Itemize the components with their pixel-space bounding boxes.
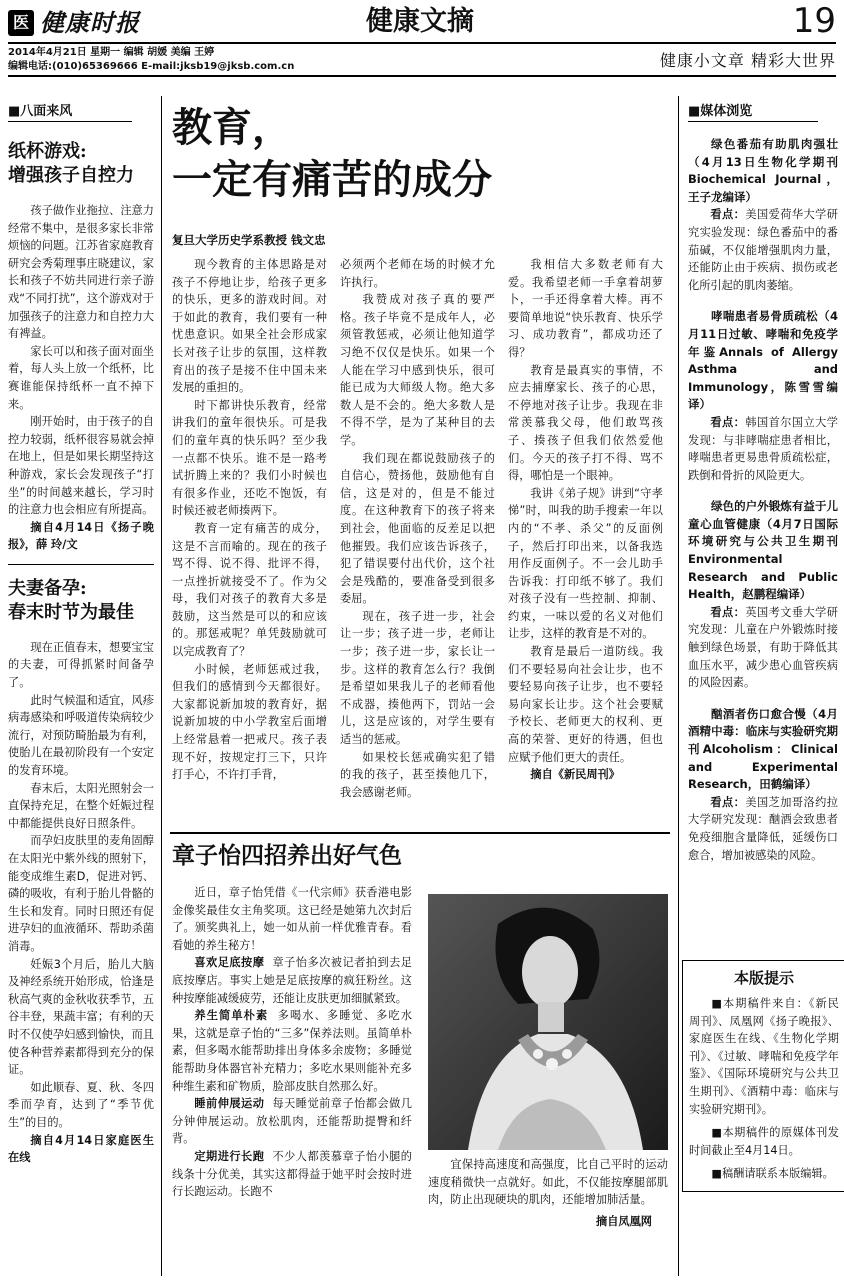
section-label: ■媒体浏览 bbox=[688, 100, 818, 122]
tips-box bbox=[682, 960, 844, 1192]
key-label: 看点： bbox=[710, 208, 746, 222]
divider bbox=[8, 564, 154, 565]
media-item-title: 绿色的户外锻炼有益于儿童心血管健康（4月7日国际环境研究与公共卫生期刊Environmental Research and Public Health，赵鹏程编译） bbox=[688, 499, 838, 602]
left-column bbox=[8, 100, 154, 1167]
tips-paragraph: ■本期稿件的原媒体刊发时间截止至4月14日。 bbox=[689, 1126, 839, 1157]
paragraph: 如此顺春、夏、秋、冬四季而孕育，达到了“季节优生”的目的。 bbox=[8, 1080, 154, 1129]
media-item-body bbox=[688, 604, 838, 692]
media-item-text: 英国考文垂大学研究发现：儿童在户外锻炼时接触到绿色场景，有助于降低其血压水平，减少患心血管疾病的风险因素。 bbox=[688, 605, 838, 690]
paper-name: 健康时报 bbox=[40, 8, 140, 37]
portrait-illustration bbox=[428, 894, 668, 1150]
header-rule-bottom bbox=[8, 75, 836, 77]
media-item bbox=[688, 706, 838, 864]
paragraph-lead: 定期进行长跑 bbox=[194, 1149, 265, 1163]
paragraph: 妊娠3个月后，胎儿大脑及神经系统开始形成，恰逢是秋高气爽的金秋收获季节，五谷丰登，果蔬丰富；有利的天时不仅使孕妇感到愉快，而且使各种营养素都得到充分的保证。 bbox=[8, 957, 154, 1077]
section-title: 健康文摘 bbox=[366, 6, 474, 37]
paragraph bbox=[172, 954, 412, 1007]
main-headline bbox=[172, 102, 672, 206]
main-col-3 bbox=[508, 256, 663, 784]
necklace-gem bbox=[533, 1049, 543, 1059]
section-label: ■八面来风 bbox=[8, 100, 132, 122]
paragraph-lead: 喜欢足底按摩 bbox=[194, 956, 265, 970]
title-line-1: 纸杯游戏: bbox=[8, 141, 87, 162]
tips-title: 本版提示 bbox=[733, 969, 794, 987]
main-bottom-rule bbox=[170, 832, 670, 834]
paragraph: 现在，孩子进一步，社会让一步；孩子进一步，老师让一步；孩子进一步，家长让一步。这样的教育怎么行？我倒是希望如果我儿子的老师看他不成器，揍他两下，罚站一会儿，这是应该的，对学生要有适当的惩戒。 bbox=[340, 609, 495, 747]
media-item-body bbox=[688, 206, 838, 294]
paragraph: 春末后，太阳光照射会一直保持充足，在整个妊娠过程中都能提供良好日照条件。 bbox=[8, 781, 154, 830]
main-col-2 bbox=[340, 256, 495, 801]
zhang-col-2 bbox=[428, 1156, 668, 1230]
paragraph-text: 多喝水、多睡觉、多吃水果，这就是章子怡的“三多”保养法则。虽简单朴素，但多喝水能帮助排出身体多余废物；多睡觉能帮助身体器官补充精力；多吃水果则能补充多种维生素和矿物质，脸部皮肤自然那么好。 bbox=[172, 1009, 412, 1093]
article-pregnancy bbox=[8, 577, 154, 1167]
media-item-body bbox=[688, 794, 838, 864]
media-item-title: 哮喘患者易骨质疏松（4月11日过敏、哮喘和免疫学年鉴Annals of Allergy Asthma and Immunology，陈雪雪编译） bbox=[688, 309, 838, 412]
paragraph: 我讲《弟子规》讲到“守孝悌”时，叫我的助手搜索一年以内的“不孝、杀父”的反面例子，然后打印出来，以备我选用作反面例子。不一会儿助手告诉我：打印纸不够了。我们对孩子没有一些控制、抑制、约束，一味以爱的名义对他们让步，这样的教育是不对的。 bbox=[508, 486, 663, 641]
main-col-1 bbox=[172, 256, 327, 784]
key-label: 看点： bbox=[710, 605, 746, 619]
headline-line-1: 教育， bbox=[172, 104, 292, 151]
zhang-photo bbox=[428, 894, 668, 1150]
title-line-2: 增强孩子自控力 bbox=[8, 165, 134, 186]
paragraph-text: 每天睡觉前章子怡都会做几分钟伸展运动。放松肌肉，还能帮助提臀和纤背。 bbox=[172, 1097, 412, 1146]
header-rule bbox=[8, 42, 836, 44]
article-title bbox=[8, 140, 154, 188]
article-source: 摘自《新民周刊》 bbox=[530, 768, 620, 782]
paragraph-text: 章子怡多次被记者拍到去足底按摩店。事实上她是足底按摩的疯狂粉丝。这种按摩能减缓疲劳，还能让皮肤更加细腻紧致。 bbox=[172, 956, 412, 1005]
right-column bbox=[688, 100, 838, 864]
paragraph bbox=[172, 1007, 412, 1095]
article-source: 摘自4月14日家庭医生在线 bbox=[8, 1133, 154, 1165]
paragraph: 现今教育的主体思路是对孩子不停地让步，给孩子更多的快乐，更多的游戏时间。对于如此的教育，我们要有一种忧患意识。如果全社会形成家长对孩子让步的氛围，这样教育出的孩子是接不住中国未来发展的重担的。 bbox=[172, 258, 327, 395]
face-shape bbox=[522, 936, 578, 1008]
title-line-2: 春末时节为最佳 bbox=[8, 601, 134, 623]
article-cup-game bbox=[8, 140, 154, 554]
title-line-1: 夫妻备孕: bbox=[8, 577, 87, 599]
media-item bbox=[688, 308, 838, 484]
zhang-col-1 bbox=[172, 884, 412, 1201]
logo-mark: 医 bbox=[8, 10, 34, 36]
paragraph: 而孕妇皮肤里的麦角固醇在太阳光中紫外线的照射下，能变成维生素D，促进对钙、磷的吸收，有利于胎儿骨骼的生长和发育。同时日照还有促进孕妇的血液循环、帮助杀菌消毒。 bbox=[8, 834, 154, 953]
media-item-title: 绿色番茄有助肌肉强壮（4月13日生物化学期刊Biochemical Journal，王子龙编译） bbox=[688, 137, 838, 204]
media-item-text: 韩国首尔国立大学发现：与非哮喘症患者相比，哮喘患者更易患骨质疏松症，跌倒和骨折的风险更大。 bbox=[688, 415, 838, 482]
paragraph: 孩子做作业拖拉、注意力经常不集中，是很多家长非常烦恼的问题。江苏省家庭教育研究会秀菊理事庄晓建议，家长和孩子不妨共同进行亲子游戏“不同打扰”，这个游戏对于加强孩子的注意力和自控力大有裨益。 bbox=[8, 204, 154, 341]
paragraph bbox=[172, 884, 412, 954]
page-number: 19 bbox=[792, 1, 836, 41]
paragraph: 我赞成对孩子真的要严格。孩子毕竟不是成年人，必须管教惩戒，必须让他知道学习绝不仅仅是快乐。如果一个人能在学习中感到快乐，很可能已成为大师级人物。绝大多数人是不会的。绝大多数人是不得不学，是为了某种目的去学。 bbox=[340, 293, 495, 447]
paragraph: 我相信大多数老师有大爱。我希望老师一手拿着胡萝卜，一手还得拿着大棒。再不要简单地说“快乐教育、快乐学习、成功教育”，都成功还了得？ bbox=[508, 258, 663, 359]
paragraph-lead: 养生简单朴素 bbox=[194, 1009, 269, 1023]
media-item-text: 美国芝加哥洛约拉大学研究发现：酗酒会致患者免疫细胞含量降低，延缓伤口愈合，增加被感染的风险。 bbox=[688, 795, 838, 862]
paragraph-text: 近日，章子怡凭借《一代宗师》获香港电影金像奖最佳女主角奖项。这已经是她第九次封后了。颁奖典礼上，她一如从前一样优雅青春。看看她的养生秘方！ bbox=[172, 886, 412, 952]
key-label: 看点： bbox=[710, 795, 746, 809]
media-item bbox=[688, 136, 838, 294]
zhang-title: 章子怡四招养出好气色 bbox=[172, 842, 402, 869]
headline-line-2: 一定有痛苦的成分 bbox=[172, 156, 492, 203]
paragraph: 现在正值春末，想要宝宝的夫妻，可得抓紧时间备孕了。 bbox=[8, 640, 154, 690]
paragraph bbox=[172, 1148, 412, 1201]
media-item-body bbox=[688, 414, 838, 484]
article-title bbox=[8, 577, 154, 625]
key-label: 看点： bbox=[710, 415, 746, 429]
paragraph: 家长可以和孩子面对面坐着，每人头上放一个纸杯，比赛谁能保持纸杯一直不掉下来。 bbox=[8, 344, 154, 411]
contact-line: 编辑电话:(010)65369666 E-mail:jksb19@jksb.com.cn bbox=[8, 61, 295, 72]
paragraph-text: 不少人都羡慕章子怡小腿的线条十分优美，其实这都得益于她平时会按时进行长跑运动。长跑不 bbox=[172, 1149, 412, 1199]
article-source: 摘自4月14日《扬子晚报》，薛 玲/文 bbox=[8, 520, 154, 552]
neck-shape bbox=[538, 1002, 564, 1032]
paragraph: 时下都讲快乐教育，经常讲我们的童年很快乐。可是我们的童年真的快乐吗？至少我一点都不快乐。谁不是一路考试折腾上来的？我们小时候也有很多作业，还吃不饱饭，有时候还被老师揍两下。 bbox=[172, 398, 327, 518]
date-line: 2014年4月21日 星期一 编辑 胡媛 美编 王婷 bbox=[8, 47, 215, 58]
paragraph: 刚开始时，由于孩子的自控力较弱，纸杯很容易就会掉在地上，但是如果长期坚持这种游戏，家长会发现孩子“打坐”的时间越来越长，学习时的注意力也会相应有所提高。 bbox=[8, 415, 154, 517]
paragraph: 如果校长惩戒确实犯了错的我的孩子，甚至揍他几下，我会感谢老师。 bbox=[340, 750, 495, 799]
media-item bbox=[688, 498, 838, 692]
paragraph bbox=[172, 1095, 412, 1148]
media-item-text: 美国爱荷华大学研究实验发现：绿色番茄中的番茄碱，不仅能增强肌肉力量，还能防止由于疾病、损伤或老化所引起的肌肉萎缩。 bbox=[688, 208, 838, 292]
paragraph: 小时候，老师惩戒过我，但我们的感情到今天都很好。大家都说新加坡的教育好，据说新加坡的中小学教室后面增上经常悬着一把戒尺。孩子表现不好，按规定打三下，只许打手心，不许打手背， bbox=[172, 662, 327, 782]
article-source: 摘自凤凰网 bbox=[596, 1214, 652, 1228]
masthead-logo bbox=[8, 8, 168, 40]
column-rule-left bbox=[161, 96, 162, 1276]
paragraph: 教育是最后一道防线。我们不要轻易向社会让步，也不要轻易向孩子让步，也不要轻易向家长让步。这个社会要赋予校长、老师更大的权利、更高的荣誉、更好的待遇，但也应赋予他们更大的责任。 bbox=[508, 645, 663, 764]
tips-paragraph: ■本期稿件来自：《新民周刊》、凤凰网《扬子晚报》、家庭医生在线、《生物化学期刊》、《过敏、哮喘和免疫学年鉴》、《国际环境研究与公共卫生期刊》、《酒精中毒：临床与实验研究期刊》。 bbox=[689, 997, 839, 1116]
necklace-gem bbox=[546, 1058, 558, 1070]
paragraph: 教育一定有痛苦的成分，这是不言而喻的。现在的孩子骂不得、说不得、批评不得，一点挫折就接受不了。作为父母，我们对孩子的教育大多是鼓励，这当然是可以的和应该的。那惩戒呢？单凭鼓励就可以完成教育了？ bbox=[172, 521, 327, 659]
paragraph-lead: 睡前伸展运动 bbox=[194, 1097, 265, 1111]
media-item-title: 酗酒者伤口愈合慢（4月酒精中毒：临床与实验研究期刊Alcoholism：Clinical and Experimental Research，田鹤编译） bbox=[688, 706, 838, 792]
necklace-gem bbox=[562, 1049, 572, 1059]
paragraph: 此时气候温和适宜，风疹病毒感染和呼吸道传染病较少流行，对预防畸胎最为有利，使胎儿在最初阶段有一个安定的发育环境。 bbox=[8, 693, 154, 778]
column-rule-right bbox=[678, 96, 679, 1276]
paragraph: 我们现在都说鼓励孩子的自信心，赞扬他，鼓励他有自信，这是对的，但是不能过度。在这种教育下的孩子将来到社会，他面临的反差足以把他摧毁。我们应该告诉孩子，犯了错误要付出代价，这个社会是残酷的，要准备受到很多委屈。 bbox=[340, 451, 495, 606]
slogan: 健康小文章 精彩大世界 bbox=[659, 51, 836, 70]
tips-paragraph: ■稿酬请联系本版编辑。 bbox=[711, 1167, 834, 1181]
paragraph: 教育是最真实的事情，不应去捕摩家长、孩子的心思，不停地对孩子让步。我现在非常羡慕我父母，他们敢骂孩子、揍孩子但我们依然爱他们。今天的孩子打不得、骂不得，哪怕是一个眼神。 bbox=[508, 363, 663, 483]
byline: 复旦大学历史学系教授 钱文忠 bbox=[172, 233, 326, 247]
paragraph: 宜保持高速度和高强度，比自己平时的运动速度稍微快一点就好。如此，不仅能按摩腿部肌肉，防止出现硬块的肌肉，还能增加肺活量。 bbox=[428, 1158, 668, 1207]
paragraph: 必须两个老师在场的时候才允许执行。 bbox=[340, 258, 495, 289]
